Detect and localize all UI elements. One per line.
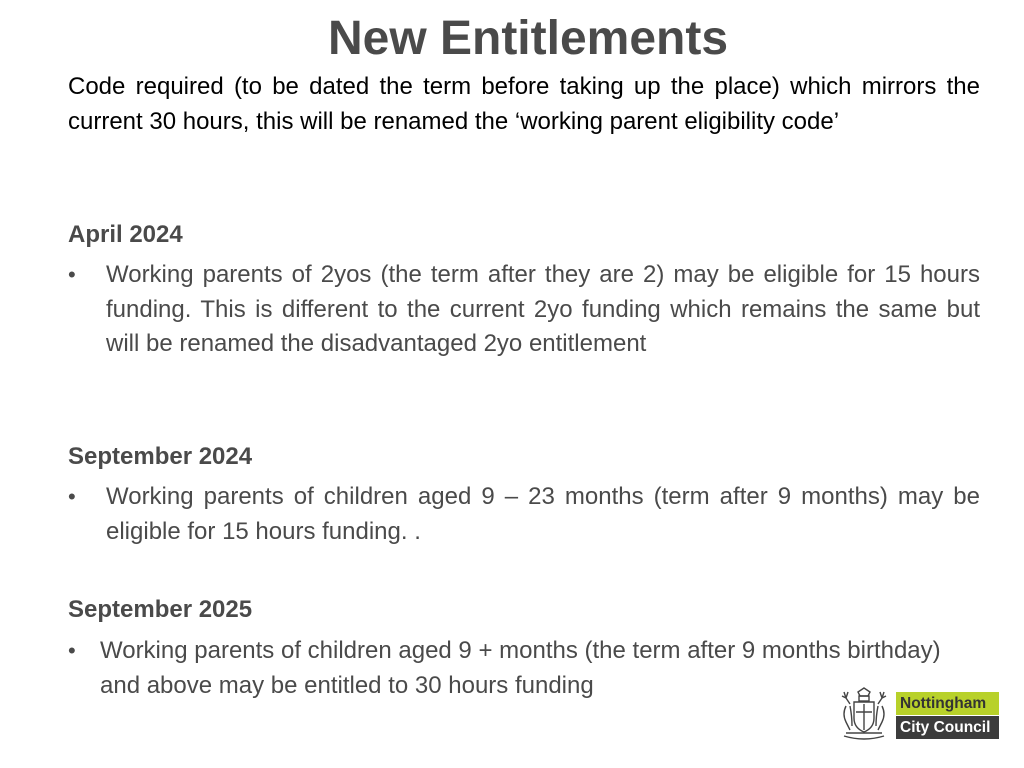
nottingham-city-council-logo <box>836 686 1001 744</box>
bullet-text: Working parents of 2yos (the term after they are 2) may be eligible for 15 hours funding. This is different to the current 2yo funding which remains the same but will be renamed the disadvantaged 2yo entitlement <box>106 261 980 357</box>
bullet-item-april-2024 <box>68 258 980 398</box>
section-heading-september-2025: September 2025 <box>68 596 253 623</box>
bullet-marker: • <box>68 484 76 509</box>
coat-of-arms-icon <box>836 686 892 744</box>
bullet-marker: • <box>68 262 76 287</box>
bullet-marker: • <box>68 638 76 663</box>
slide-title: New Entitlements <box>327 12 729 65</box>
intro-paragraph: Code required (to be dated the term before taking up the place) which mirrors the current 30 hours, this will be renamed the ‘working parent eligibility code’ <box>68 73 980 135</box>
bullet-text: Working parents of children aged 9 + months (the term after 9 months birthday) and above may be entitled to 30 hours funding <box>100 637 941 699</box>
logo-text-nottingham: Nottingham <box>896 692 999 715</box>
section-heading-april-2024: April 2024 <box>68 221 183 248</box>
section-heading-september-2024: September 2024 <box>68 443 253 470</box>
logo-text-city-council: City Council <box>896 716 999 739</box>
bullet-text: Working parents of children aged 9 – 23 months (term after 9 months) may be eligible for 15 hours funding. . <box>106 483 980 545</box>
bullet-item-september-2024 <box>68 480 980 550</box>
